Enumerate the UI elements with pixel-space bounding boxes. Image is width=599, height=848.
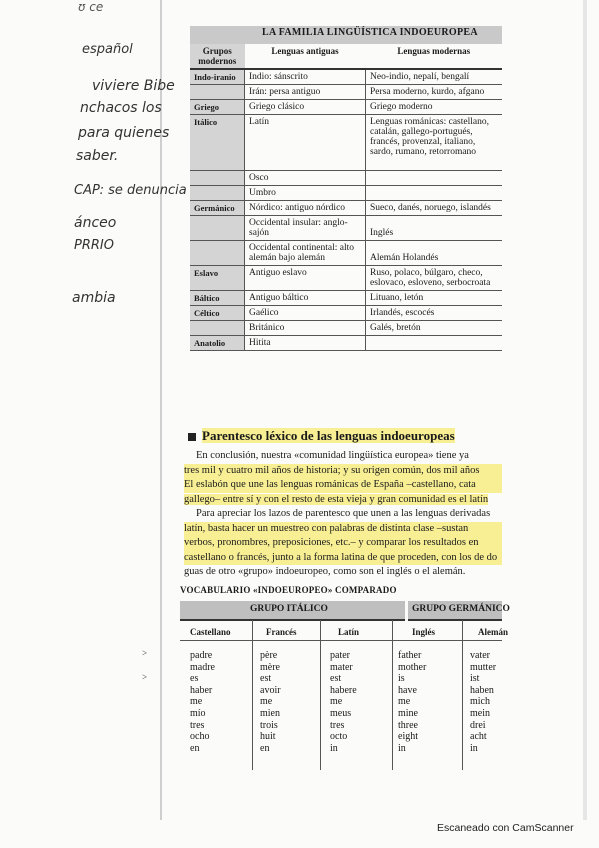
cell-ancient: Osco (245, 171, 366, 186)
vocab-word: in (470, 742, 478, 754)
cell-ancient: Antiguo báltico (245, 291, 366, 306)
vocab-header-rule (180, 640, 502, 641)
cell-group: Eslavo (190, 266, 245, 291)
cell-group (190, 241, 245, 266)
vocab-aleman-list (470, 650, 496, 754)
handwritten-line: viviere Bibe (92, 78, 175, 94)
vocab-word: drei (470, 719, 486, 731)
cell-modern (366, 186, 503, 201)
cell-ancient: Británico (245, 321, 366, 336)
cell-modern: Alemán Holandés (366, 241, 503, 266)
cell-modern: Lituano, letón (366, 291, 503, 306)
vocab-word: haben (470, 684, 494, 696)
cell-group: Anatolio (190, 336, 245, 351)
cell-modern: Inglés (366, 216, 503, 241)
vocab-col-ingles: Inglés (412, 627, 436, 637)
table-row (190, 321, 502, 336)
cell-ancient: Latín (245, 115, 366, 171)
cell-modern: Ruso, polaco, búlgaro, checo, eslovaco, esloveno, serbocroata (366, 266, 503, 291)
vocab-word: vater (470, 650, 490, 661)
language-family-table (190, 44, 502, 351)
handwritten-line: español (82, 42, 133, 57)
vocab-word: en (260, 742, 270, 754)
table-row (190, 171, 502, 186)
cell-ancient: Irán: persa antiguo (245, 85, 366, 100)
paragraph-line: verbos, pronombres, preposiciones, etc.– y comparar los resultados en (184, 536, 502, 551)
vocab-word: is (398, 673, 405, 685)
vocab-word: octo (330, 731, 348, 743)
vocab-word: ist (470, 673, 480, 685)
cell-modern: Persa moderno, kurdo, afgano (366, 85, 503, 100)
vocab-word: me (190, 696, 203, 708)
vocab-word: meus (330, 707, 352, 719)
vocab-word: tres (330, 719, 345, 731)
vocab-word: madre (190, 661, 215, 673)
bullet-square-icon (188, 433, 196, 441)
vocab-word: mein (470, 707, 490, 719)
table-row (190, 69, 502, 85)
vocab-word: have (398, 684, 417, 696)
vocab-col-aleman: Alemán (478, 627, 508, 637)
vocab-word: trois (260, 719, 278, 731)
table-row (190, 115, 502, 171)
paragraph-line-text: gallego– entre sí y con el resto de esta vieja y gran comunidad es el latín (184, 493, 489, 505)
paragraph-line: En conclusión, nuestra «comunidad lingüística europea» tiene ya (196, 450, 469, 461)
cell-ancient: Occidental continental: alto alemán bajo alemán (245, 241, 366, 266)
cell-modern: Lenguas románicas: castellano, catalán, gallego-portugués, francés, provenzal, italiano, sardo, rumano, retorromano (366, 115, 503, 171)
paragraph-line: guas de otro «grupo» indoeuropeo, como son el inglés o el alemán. (184, 566, 466, 577)
handwritten-line: para quienes (78, 125, 170, 141)
table-row (190, 266, 502, 291)
cell-group: Báltico (190, 291, 245, 306)
handwritten-top: ʊ ce (78, 0, 104, 14)
vocab-word: three (398, 719, 418, 731)
vocab-word: mío (190, 707, 206, 719)
table-row (190, 306, 502, 321)
vocab-word: mutter (470, 661, 497, 673)
cell-ancient: Griego clásico (245, 100, 366, 115)
vocab-word: mère (260, 661, 280, 673)
paragraph-2 (184, 507, 502, 580)
cell-modern (366, 171, 503, 186)
table-row (190, 201, 502, 216)
paragraph-1 (184, 449, 502, 507)
cell-modern: Sueco, danés, noruego, islandés (366, 201, 503, 216)
vocab-frances-list (260, 650, 281, 754)
paragraph-line: El eslabón que une las lenguas románicas de España –castellano, cata (184, 478, 502, 493)
header-ancient: Lenguas antiguas (245, 44, 366, 69)
table-row (190, 336, 502, 351)
vocab-word: mine (398, 707, 418, 719)
paragraph-line: Para apreciar los lazos de parentesco que unen a las lenguas derivadas (196, 508, 491, 519)
handwritten-line: CAP: se denuncia (74, 183, 187, 198)
cell-modern: Griego moderno (366, 100, 503, 115)
paragraph-line: latín, basta hacer un muestreo con palabras de distinta clase –sustan (184, 522, 502, 537)
vocab-word: mater (330, 661, 353, 673)
cell-ancient: Antiguo eslavo (245, 266, 366, 291)
vocab-word: father (398, 650, 422, 661)
cell-group (190, 216, 245, 241)
paragraph-line: castellano o francés, junto a la forma latina de que proceden, con los de do (184, 551, 502, 566)
vocab-word: haber (190, 684, 213, 696)
table-header-row (190, 44, 502, 69)
vocab-col-frances: Francés (266, 627, 297, 637)
vocab-word: acht (470, 731, 487, 743)
vocab-word: pater (330, 650, 350, 661)
vocab-word: me (398, 696, 411, 708)
header-groups: Grupos modernos (190, 44, 245, 69)
margin-mark: > (142, 672, 148, 682)
cell-group (190, 321, 245, 336)
cell-modern: Irlandés, escocés (366, 306, 503, 321)
paragraph-line: tres mil y cuatro mil años de historia; y su origen común, dos mil años (184, 464, 502, 479)
vocab-word: huit (260, 731, 276, 743)
table-row (190, 241, 502, 266)
vocab-word: mother (398, 661, 427, 673)
handwritten-line: nchacos los (80, 100, 162, 116)
vocab-latin-list (330, 650, 357, 754)
table-row (190, 100, 502, 115)
cell-group: Indo-iranio (190, 69, 245, 85)
vocab-title: VOCABULARIO «INDOEUROPEO» COMPARADO (180, 585, 397, 595)
cell-modern: Galés, bretón (366, 321, 503, 336)
vocab-word: est (260, 673, 272, 685)
margin-mark: > (142, 648, 148, 658)
vocab-word: in (398, 742, 406, 754)
cell-modern: Neo-indio, nepalí, bengalí (366, 69, 503, 85)
vocab-word: ocho (190, 731, 210, 743)
cell-ancient: Hitita (245, 336, 366, 351)
table-row (190, 216, 502, 241)
table-row (190, 186, 502, 201)
table-row (190, 291, 502, 306)
cell-ancient: Gaélico (245, 306, 366, 321)
vocab-ingles-list (398, 650, 426, 754)
cell-group: Itálico (190, 115, 245, 171)
cell-group (190, 186, 245, 201)
cell-ancient: Occidental insular: anglo-sajón (245, 216, 366, 241)
cell-group: Germánico (190, 201, 245, 216)
vocab-word: tres (190, 719, 205, 731)
section-heading-text: Parentesco léxico de las lenguas indoeuropeas (202, 428, 455, 443)
vocab-word: habere (330, 684, 357, 696)
vocab-word: es (190, 673, 199, 685)
vocab-word: est (330, 673, 342, 685)
vocab-word: avoir (260, 684, 281, 696)
handwritten-line: ánceo (74, 215, 117, 231)
vocab-divider (252, 620, 253, 770)
handwritten-line: saber. (76, 148, 119, 164)
cell-group: Céltico (190, 306, 245, 321)
vocab-word: mien (260, 707, 280, 719)
vocab-word: mich (470, 696, 490, 708)
vocab-group-germanic: GRUPO GERMÁNICO (412, 604, 510, 614)
section-heading (188, 428, 455, 444)
handwritten-line: PRRIO (74, 238, 114, 253)
vocab-word: père (260, 650, 278, 661)
cell-group (190, 171, 245, 186)
cell-modern (366, 336, 503, 351)
cell-ancient: Indio: sánscrito (245, 69, 366, 85)
cell-group: Griego (190, 100, 245, 115)
vocab-castellano-list (190, 650, 215, 754)
handwritten-line: ambia (72, 290, 116, 306)
vocab-word: eight (398, 731, 418, 743)
vocab-divider (462, 620, 463, 770)
vocab-word: en (190, 742, 200, 754)
vocab-col-latin: Latín (338, 627, 360, 637)
vocab-word: in (330, 742, 338, 754)
header-modern: Lenguas modernas (366, 44, 503, 69)
vocab-divider (392, 620, 393, 770)
cell-ancient: Nórdico: antiguo nórdico (245, 201, 366, 216)
vocab-group-italic: GRUPO ITÁLICO (250, 604, 328, 614)
vocab-col-castellano: Castellano (190, 627, 231, 637)
cell-ancient: Umbro (245, 186, 366, 201)
vocab-word: me (330, 696, 343, 708)
table-row (190, 85, 502, 100)
vocab-word: padre (190, 650, 213, 661)
page-fold-shadow (160, 0, 162, 820)
vocab-word: me (260, 696, 273, 708)
scanner-watermark: Escaneado con CamScanner (437, 822, 574, 834)
paragraph-line (184, 493, 502, 508)
vocab-divider (320, 620, 321, 770)
table-title: LA FAMILIA LINGÜÍSTICA INDOEUROPEA (262, 27, 478, 38)
page-edge-shadow (583, 0, 587, 820)
cell-group (190, 85, 245, 100)
